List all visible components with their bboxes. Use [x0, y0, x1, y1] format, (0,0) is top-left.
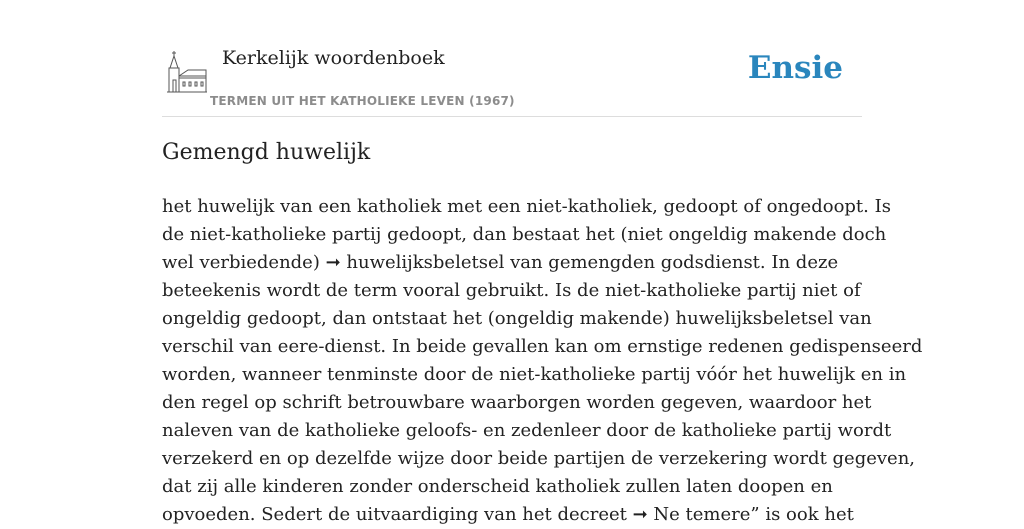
cross-reference-link[interactable]: [633, 504, 751, 525]
cross-reference-label: Ne temere: [647, 504, 751, 525]
entry-line: [162, 249, 862, 277]
entry-line: dat zij alle kinderen zonder onderscheid katholiek zullen laten doopen en: [162, 476, 833, 497]
entry-line: ongeldig gedoopt, dan ontstaat het (ongeldig makende) huwelijksbeletsel van: [162, 308, 872, 329]
entry-line: den regel op schrift betrouwbare waarborgen worden gegeven, waardoor het: [162, 392, 872, 413]
book-subtitle: TERMEN UIT HET KATHOLIEKE LEVEN (1967): [210, 94, 515, 108]
entry-line: het huwelijk van een katholiek met een niet-katholiek, gedoopt of ongedoopt. Is: [162, 196, 891, 217]
entry-body: [162, 193, 923, 529]
ensie-logo-link[interactable]: Ensie: [747, 50, 843, 86]
entry-line: verschil van eere-dienst. In beide gevallen kan om ernstige redenen gedispenseerd: [162, 336, 923, 357]
entry-line-text: opvoeden. Sedert de uitvaardiging van het decreet: [162, 504, 633, 525]
entry-line-text: ” is ook het: [750, 504, 854, 525]
site-header: [162, 40, 862, 117]
arrow-right-icon: ➞: [325, 252, 341, 273]
cross-reference-link[interactable]: [326, 252, 760, 273]
entry-line: naleven van de katholieke geloofs- en zedenleer door de katholieke partij wordt: [162, 420, 892, 441]
cross-reference-label: huwelijksbeletsel van gemengden godsdienst: [340, 252, 760, 273]
entry-line: de niet-katholieke partij gedoopt, dan bestaat het (niet ongeldig makende doch: [162, 224, 887, 245]
book-title[interactable]: Kerkelijk woordenboek: [222, 47, 445, 69]
entry-line: worden, wanneer tenminste door de niet-katholieke partij vóór het huwelijk en in: [162, 364, 907, 385]
arrow-right-icon: ➞: [632, 504, 648, 525]
entry-title: Gemengd huwelijk: [162, 140, 371, 165]
entry-line-text: wel verbiedende): [162, 252, 326, 273]
entry-line: verzekerd en op dezelfde wijze door beide partijen de verzekering wordt gegeven,: [162, 448, 916, 469]
church-icon: [166, 50, 208, 94]
entry-line: beteekenis wordt de term vooral gebruikt. Is de niet-katholieke partij niet of: [162, 280, 861, 301]
entry-line: [162, 501, 862, 529]
entry-line-text: . In deze: [759, 252, 839, 273]
